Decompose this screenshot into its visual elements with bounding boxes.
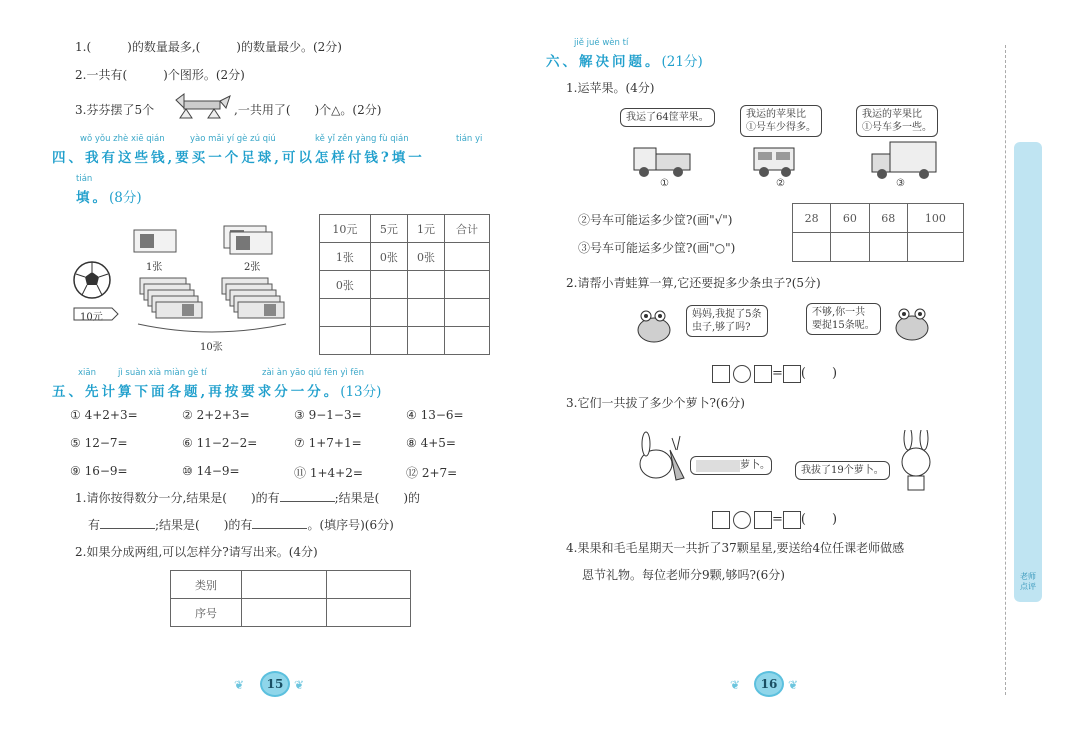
truck1-speech: 我运了64筐苹果。 xyxy=(620,108,715,127)
big-frog-speech: 不够,你一共 要捉15条呢。 xyxy=(806,303,881,335)
rabbit-with-carrot-icon xyxy=(640,432,684,480)
rabbits-illustration xyxy=(630,430,940,494)
rabbit-equation: = ( ) xyxy=(712,508,837,529)
group-question: 2.如果分成两组,可以怎样分?请写出来。(4分) xyxy=(75,545,318,559)
problem-4-line2: 恩节礼物。每位老师分9颗,够吗?(6分) xyxy=(582,568,785,582)
ten-notes-label: 10张 xyxy=(200,342,223,353)
group-cell[interactable] xyxy=(326,571,411,599)
option-mark-cell[interactable] xyxy=(907,233,963,262)
option-value: 68 xyxy=(869,204,907,233)
group-row-label: 序号 xyxy=(171,599,242,627)
sec6-pinyin: jiě jué wèn tí xyxy=(574,38,629,48)
pay-cell[interactable] xyxy=(445,299,490,327)
pay-cell[interactable] xyxy=(445,243,490,271)
pay-header-10: 10元 xyxy=(320,215,371,243)
page-number-right: 16 xyxy=(754,671,784,697)
rabbit1-speech: 萝卜。 xyxy=(690,456,772,475)
payment-table xyxy=(319,214,490,355)
small-frog-speech: 妈妈,我捉了5条 虫子,够了吗? xyxy=(686,305,768,337)
option-value: 60 xyxy=(831,204,869,233)
leaf-ornament-icon: ❦ xyxy=(788,678,799,692)
small-frog-icon xyxy=(638,311,670,342)
sec5-pinyin-1: xiān xyxy=(78,368,96,378)
one-yuan-note-stack-1 xyxy=(140,278,202,318)
pay-header-1: 1元 xyxy=(407,215,444,243)
truck2-speech: 我运的苹果比 ①号车少得多。 xyxy=(740,105,822,137)
calc-item: ⑩ 14−9= xyxy=(182,464,240,478)
pay-cell[interactable] xyxy=(407,299,444,327)
pay-cell[interactable] xyxy=(445,271,490,299)
price-label: 10元 xyxy=(80,312,103,323)
calc-item: ⑧ 4+5= xyxy=(406,436,456,450)
option-value: 100 xyxy=(907,204,963,233)
answer-box[interactable] xyxy=(754,511,772,529)
sec5-pinyin-2: jì suàn xià miàn gè tí xyxy=(118,368,207,378)
option-mark-cell[interactable] xyxy=(869,233,907,262)
operator-circle[interactable] xyxy=(733,365,751,383)
pay-cell[interactable]: 0张 xyxy=(320,271,371,299)
rabbit-standing-icon xyxy=(902,430,930,490)
ten-yuan-note-2 xyxy=(224,226,272,254)
pay-cell[interactable] xyxy=(407,271,444,299)
leaf-ornament-icon: ❦ xyxy=(730,678,741,692)
calc-item: ⑫ 2+7= xyxy=(406,466,458,480)
leaf-ornament-icon: ❦ xyxy=(234,678,245,692)
binding-margin-line xyxy=(1005,45,1006,695)
pay-cell[interactable] xyxy=(370,271,407,299)
brace-line xyxy=(138,324,286,332)
pay-cell[interactable] xyxy=(370,299,407,327)
pay-cell[interactable] xyxy=(445,327,490,355)
leaf-ornament-icon: ❦ xyxy=(294,678,305,692)
answer-blank[interactable] xyxy=(100,517,155,529)
truck2-question: ②号车可能运多少筐?(画"√") xyxy=(578,213,733,227)
answer-box[interactable] xyxy=(712,365,730,383)
calc-item: ③ 9−1−3= xyxy=(294,408,362,422)
pickup-truck-icon xyxy=(634,148,690,177)
operator-circle[interactable] xyxy=(733,511,751,529)
truck-label-1: ① xyxy=(660,178,669,189)
sec4-pinyin-3: kě yǐ zěn yàng fù qián xyxy=(315,134,409,144)
big-truck-icon xyxy=(872,142,936,179)
truck-label-3: ③ xyxy=(896,178,905,189)
answer-box[interactable] xyxy=(783,511,801,529)
group-table xyxy=(170,570,411,627)
truck-label-2: ② xyxy=(776,178,785,189)
calc-item: ⑦ 1+7+1= xyxy=(294,436,362,450)
frogs-illustration xyxy=(634,304,934,348)
question-3-end: ,一共用了( )个△。(2分) xyxy=(234,103,382,117)
sort-question-line2: 有 ;结果是( )的有 。(填序号)(6分) xyxy=(88,518,394,532)
pay-cell[interactable]: 0张 xyxy=(370,243,407,271)
option-mark-cell[interactable] xyxy=(831,233,869,262)
two-notes-label: 2张 xyxy=(244,262,261,273)
answer-blank[interactable] xyxy=(252,517,307,529)
option-value: 28 xyxy=(793,204,831,233)
teacher-comment-label: 老师点评 xyxy=(1020,572,1036,591)
big-frog-icon xyxy=(896,309,928,340)
pay-cell[interactable]: 0张 xyxy=(407,243,444,271)
small-truck-icon xyxy=(754,148,794,177)
rabbit2-speech: 我拔了19个萝卜。 xyxy=(795,461,890,480)
teacher-comment-tab xyxy=(1014,142,1042,602)
option-mark-cell[interactable] xyxy=(793,233,831,262)
section-4-title-line2: 填。(8分) xyxy=(76,190,142,206)
calc-item: ① 4+2+3= xyxy=(70,408,138,422)
problem-2: 2.请帮小青蛙算一算,它还要捉多少条虫子?(5分) xyxy=(566,276,821,290)
money-illustration xyxy=(72,222,302,352)
calc-item: ⑥ 11−2−2= xyxy=(182,436,258,450)
group-cell[interactable] xyxy=(242,571,327,599)
sec4-pinyin-line2: tián xyxy=(76,174,93,184)
frog-equation: = ( ) xyxy=(712,362,837,383)
question-2: 2.一共有( )个图形。(2分) xyxy=(75,68,245,82)
pay-cell[interactable] xyxy=(407,327,444,355)
sort-question-line1: 1.请你按得数分一分,结果是( )的有 ;结果是( )的 xyxy=(75,491,421,505)
sec4-pinyin-4: tián yi xyxy=(456,134,483,144)
soccer-ball-icon xyxy=(74,262,110,298)
calc-item: ⑨ 16−9= xyxy=(70,464,128,478)
answer-box[interactable] xyxy=(754,365,772,383)
truck3-speech: 我运的苹果比 ①号车多一些。 xyxy=(856,105,938,137)
pay-header-5: 5元 xyxy=(370,215,407,243)
section-6-title: 六、解决问题。(21分) xyxy=(546,54,703,70)
question-3-start: 3.芬芬摆了5个 xyxy=(75,103,155,117)
pay-cell[interactable] xyxy=(370,327,407,355)
section-5-title: 五、先计算下面各题,再按要求分一分。(13分) xyxy=(52,384,382,400)
obscured-text xyxy=(696,460,740,472)
calc-item: ⑤ 12−7= xyxy=(70,436,128,450)
answer-box[interactable] xyxy=(783,365,801,383)
one-yuan-note-stack-2 xyxy=(222,278,284,318)
ten-yuan-note-1 xyxy=(134,230,176,252)
problem-1: 1.运苹果。(4分) xyxy=(566,81,655,95)
calc-item: ⑪ 1+4+2= xyxy=(294,466,363,480)
calc-item: ④ 13−6= xyxy=(406,408,464,422)
sec4-pinyin-1: wǒ yǒu zhè xiē qián xyxy=(80,134,165,144)
problem-3: 3.它们一共拔了多少个萝卜?(6分) xyxy=(566,396,745,410)
group-cell[interactable] xyxy=(242,599,327,627)
calc-item: ② 2+2+3= xyxy=(182,408,250,422)
sec4-pinyin-2: yào mǎi yí gè zú qiú xyxy=(190,134,276,144)
pay-cell[interactable] xyxy=(320,327,371,355)
section-4-title: 四、我有这些钱,要买一个足球,可以怎样付钱?填一 xyxy=(52,150,425,166)
group-cell[interactable] xyxy=(326,599,411,627)
sec5-pinyin-3: zài àn yāo qiú fēn yì fēn xyxy=(262,368,365,378)
calc-grid xyxy=(70,408,490,492)
problem-4-line1: 4.果果和毛毛星期天一共折了37颗星星,要送给4位任课老师做感 xyxy=(566,541,905,555)
triangle-shapes-figure xyxy=(174,92,234,120)
truck3-question: ③号车可能运多少筐?(画"○") xyxy=(578,241,736,255)
answer-box[interactable] xyxy=(712,511,730,529)
question-1: 1.( )的数量最多,( )的数量最少。(2分) xyxy=(75,40,342,54)
group-row-label: 类别 xyxy=(171,571,242,599)
page-number-left: 15 xyxy=(260,671,290,697)
pay-cell[interactable] xyxy=(320,299,371,327)
pay-cell[interactable]: 1张 xyxy=(320,243,371,271)
options-table xyxy=(792,203,964,262)
pay-header-total: 合计 xyxy=(445,215,490,243)
answer-blank[interactable] xyxy=(280,490,335,502)
one-note-label: 1张 xyxy=(146,262,163,273)
